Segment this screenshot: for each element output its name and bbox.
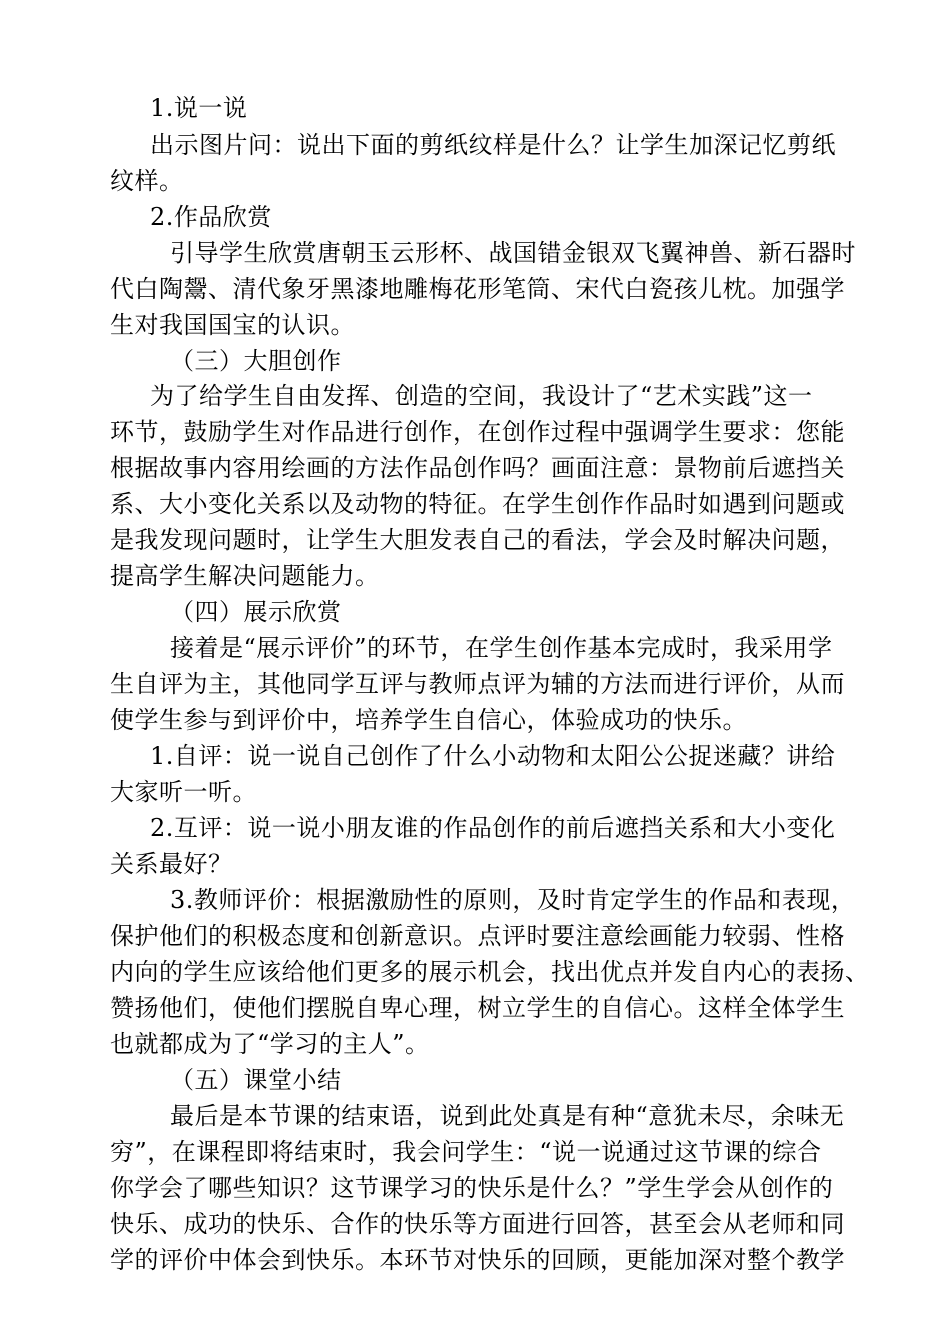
paragraph-line: 最后是本节课的结束语，说到此处真是有种“意犹未尽，余味无 [170,1102,845,1130]
paragraph-line: 生对我国国宝的认识。 [110,311,355,339]
section-heading-bold-creation: （三）大胆创作 [170,347,342,375]
paragraph-line: 保护他们的积极态度和创新意识。点评时要注意绘画能力较弱、性格 [110,922,845,950]
paragraph-line: 大家听一听。 [110,778,257,806]
paragraph-line: 纹样。 [110,167,184,195]
section-heading-showcase: （四）展示欣赏 [170,598,342,626]
paragraph-line: 穷”，在课程即将结束时，我会问学生：“说一说通过这节课的综合 [110,1138,822,1166]
paragraph-line: 引导学生欣赏唐朝玉云形杯、战国错金银双飞翼神兽、新石器时 [170,239,856,267]
paragraph-line: 是我发现问题时，让学生大胆发表自己的看法，学会及时解决问题， [110,526,845,554]
paragraph-line: 关系最好？ [110,850,233,878]
item-appreciation-heading: 2.作品欣赏 [150,203,272,231]
item-peer-evaluation: 2.互评：说一说小朋友谁的作品创作的前后遮挡关系和大小变化 [150,814,836,842]
paragraph-line: 赞扬他们，使他们摆脱自卑心理，树立学生的自信心。这样全体学生 [110,994,845,1022]
paragraph-line: 生自评为主，其他同学互评与教师点评为辅的方法而进行评价，从而 [110,670,845,698]
paragraph-line: 根据故事内容用绘画的方法作品创作吗？画面注意：景物前后遮挡关 [110,454,845,482]
paragraph-line: 接着是“展示评价”的环节，在学生创作基本完成时，我采用学 [170,634,833,662]
paragraph-line: 系、大小变化关系以及动物的特征。在学生创作作品时如遇到问题或 [110,490,845,518]
paragraph-line: 代白陶鬶、清代象牙黑漆地雕梅花形笔筒、宋代白瓷孩儿枕。加强学 [110,275,845,303]
item-say-heading: 1.说一说 [150,94,248,122]
item-self-evaluation: 1.自评：说一说自己创作了什么小动物和太阳公公捉迷藏？讲给 [150,742,836,770]
paragraph-line: 环节，鼓励学生对作品进行创作，在创作过程中强调学生要求：您能 [110,418,845,446]
paragraph-line: 快乐、成功的快乐、合作的快乐等方面进行回答，甚至会从老师和同 [110,1210,845,1238]
paragraph-line: 使学生参与到评价中，培养学生自信心，体验成功的快乐。 [110,706,747,734]
paragraph-line: 出示图片问：说出下面的剪纸纹样是什么？让学生加深记忆剪纸 [150,131,836,159]
item-teacher-evaluation: 3.教师评价：根据激励性的原则，及时肯定学生的作品和表现， [170,886,856,914]
paragraph-line: 提高学生解决问题能力。 [110,562,380,590]
paragraph-line: 也就都成为了“学习的主人”。 [110,1030,430,1058]
section-heading-summary: （五）课堂小结 [170,1066,342,1094]
paragraph-line: 学的评价中体会到快乐。本环节对快乐的回顾，更能加深对整个教学 [110,1246,845,1274]
paragraph-line: 内向的学生应该给他们更多的展示机会，找出优点并发自内心的表扬、 [110,958,870,986]
paragraph-line: 你学会了哪些知识？这节课学习的快乐是什么？”学生学会从创作的 [110,1174,834,1202]
paragraph-line: 为了给学生自由发挥、创造的空间，我设计了“艺术实践”这一 [150,382,813,410]
